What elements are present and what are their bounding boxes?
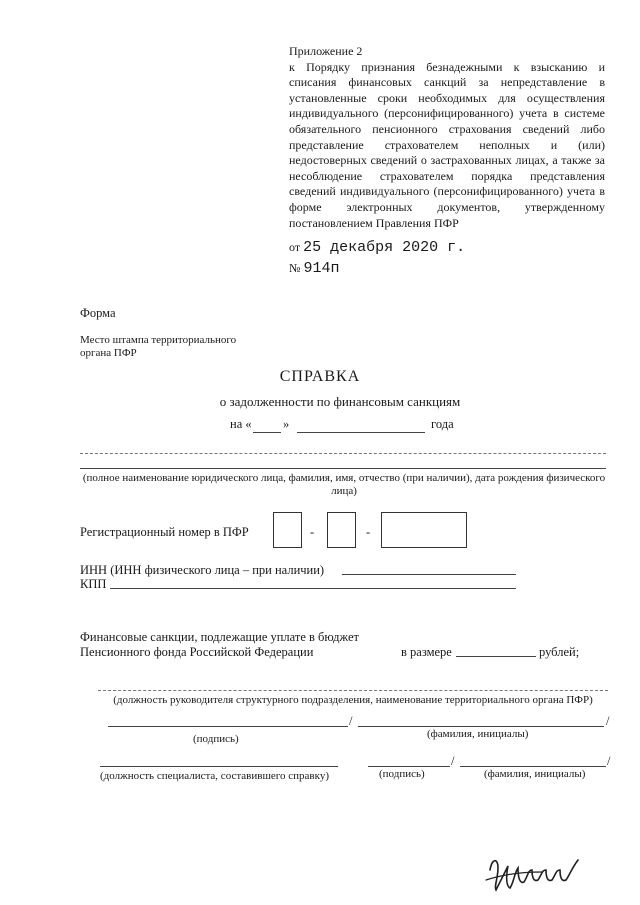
specialist-slash-2: / [607,754,611,768]
annex-number-value: 914п [303,260,340,278]
head-position-line [98,690,608,691]
head-caption: (должность руководителя структурного подразделения, наименование территориального органа ПФР) [113,694,593,706]
date-on-mid: » [283,417,290,431]
head-slash-1: / [349,714,353,728]
specialist-name-caption: (фамилия, инициалы) [484,768,586,780]
inn-line[interactable] [342,574,516,575]
reg-sep-2: - [366,525,371,539]
amount-suffix: рублей; [539,645,580,659]
specialist-name-line[interactable] [460,766,606,767]
specialist-position-line[interactable] [100,766,338,767]
reg-number-label: Регистрационный номер в ПФР [80,525,249,539]
reg-number-box-1[interactable] [273,512,302,548]
head-signature-caption: (подпись) [193,733,239,745]
specialist-caption: (должность специалиста, составившего справку) [100,770,329,782]
date-day-line [253,432,281,433]
inn-label: ИНН (ИНН физического лица – при наличии) [80,563,325,577]
date-on-prefix: на « [230,417,252,431]
form-label: Форма [80,306,116,320]
head-signature-line[interactable] [108,726,348,727]
head-name-caption: (фамилия, инициалы) [427,728,529,740]
annex-number-prefix: № [289,261,301,276]
kpp-line[interactable] [110,588,516,589]
handwritten-signature [484,852,584,898]
head-name-line[interactable] [358,726,604,727]
head-slash-2: / [606,714,610,728]
annex-title: Приложение 2 [289,44,363,58]
sanctions-line-2: Пенсионного фонда Российской Федерации [80,645,314,659]
date-month-year-line [297,432,425,433]
org-name-line-1 [80,453,606,454]
annex-date-line [289,237,605,258]
reg-sep-1: - [310,525,315,539]
date-on-suffix: года [431,417,454,431]
kpp-label: КПП [80,577,107,591]
annex-body: к Порядку признания безнадежными к взысканию и списания финансовых санкций за непредставление в установленные сроки необходимых для осуществления индивидуального (персонифицированного) учета в системе обязательного пенсионного страхования сведений либо представление страхователем неполных и (или) недостоверных сведений о застрахованных лицах, а также за несоблюдение страхователем порядка представления сведений индивидуального (персонифицированного) учета в форме электронных документов, утвержденному постановлением Правления ПФР [289,59,605,230]
annex-date-value: 25 декабря 2020 г. [303,239,466,257]
org-name-line-2 [80,468,606,469]
amount-line[interactable] [456,656,536,657]
org-caption: (полное наименование юридического лица, фамилия, имя, отчество (при наличии), дата рождения физического лица) [82,472,606,497]
annex-number-line [289,258,605,279]
annex-date-prefix: от [289,240,301,255]
specialist-signature-caption: (подпись) [379,768,425,780]
annex-header [289,44,605,279]
specialist-slash-1: / [451,754,455,768]
sanctions-line-1: Финансовые санкции, подлежащие уплате в бюджет [80,630,359,644]
reg-number-box-2[interactable] [327,512,356,548]
stamp-label: Место штампа территориального органа ПФР [80,334,237,359]
doc-title: СПРАВКА [279,368,361,385]
specialist-signature-line[interactable] [368,766,450,767]
doc-subtitle: о задолженности по финансовым санкциям [219,394,461,409]
amount-prefix: в размере [401,645,452,659]
reg-number-box-3[interactable] [381,512,467,548]
